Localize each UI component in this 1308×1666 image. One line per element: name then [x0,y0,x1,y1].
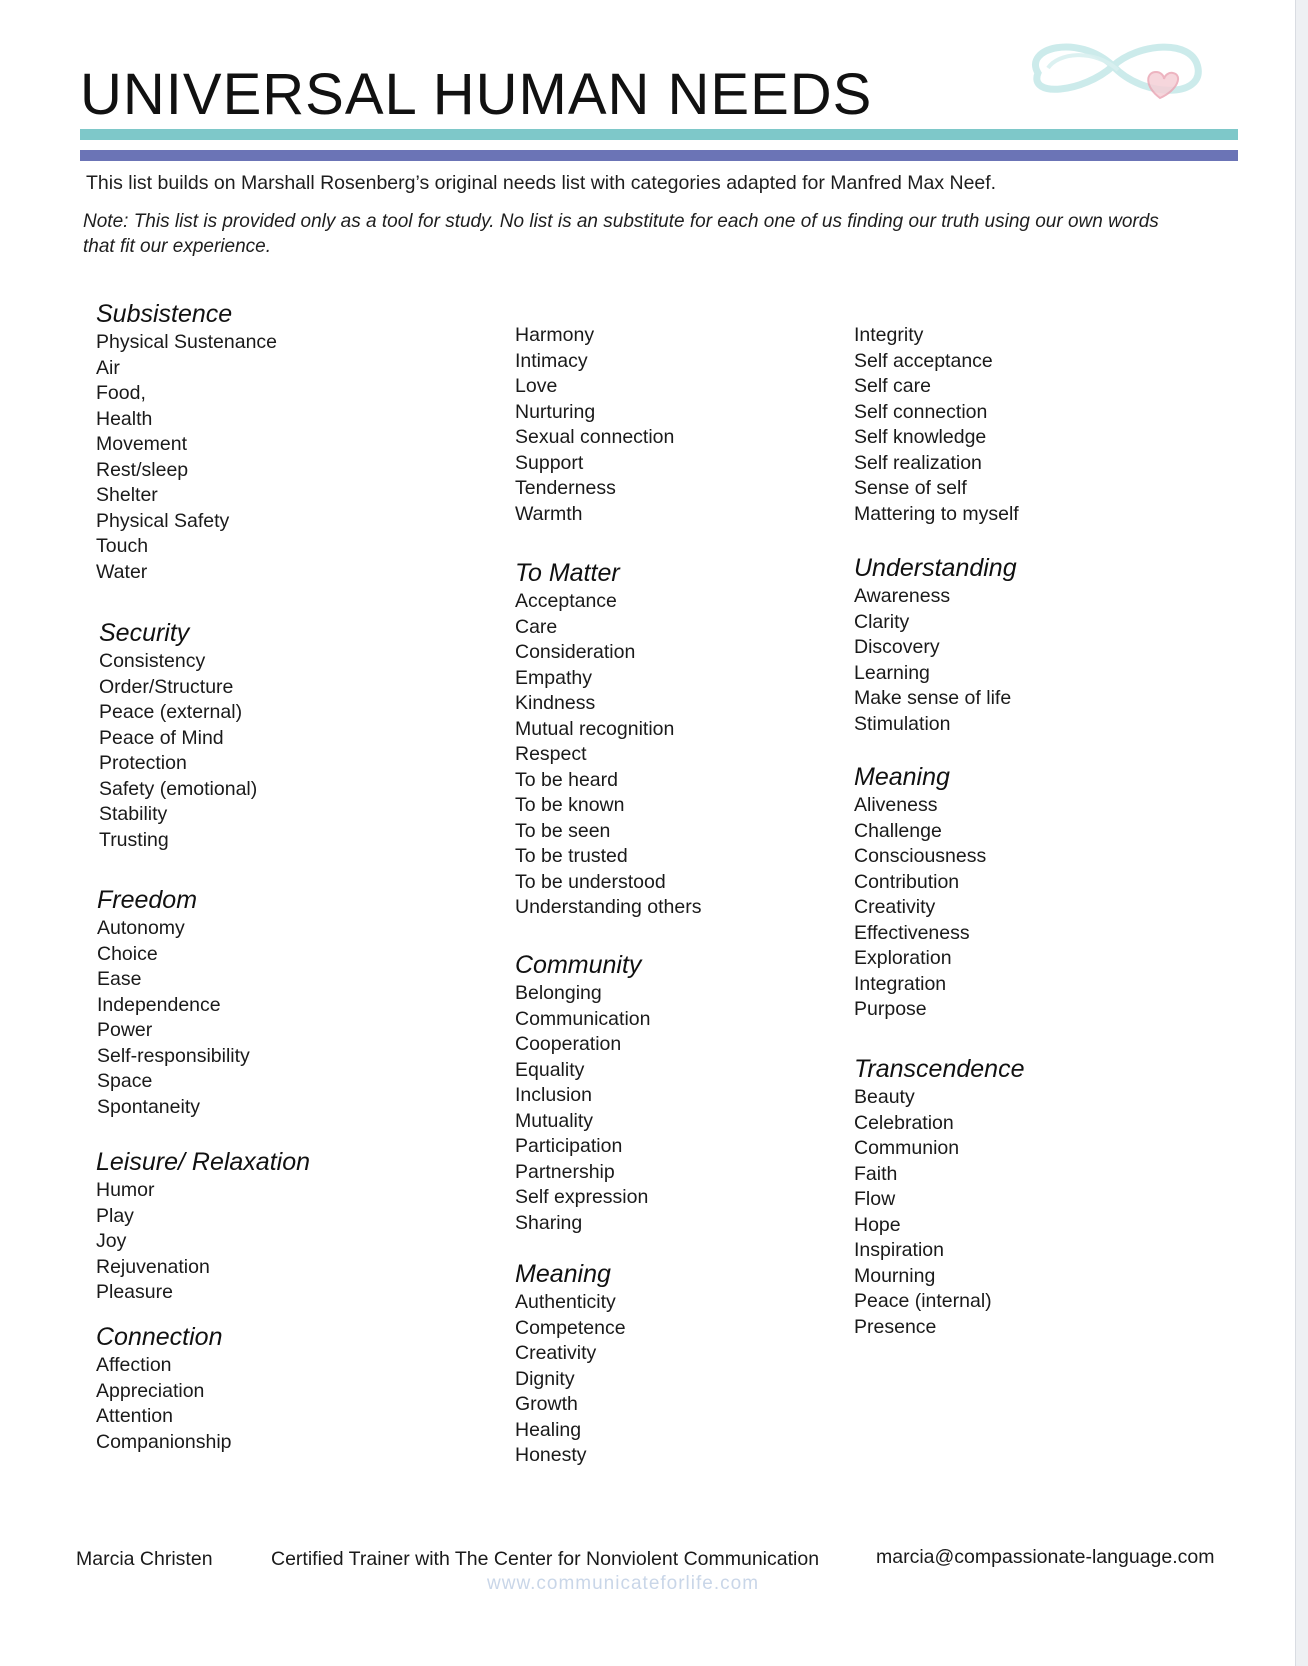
need-item: Humor [96,1179,155,1201]
need-item: Love [515,375,558,397]
section-meaning-continued [854,323,1019,527]
need-item: Physical Sustenance [96,331,278,353]
need-item: Touch [96,535,149,557]
needs-list [96,330,277,585]
need-item: Health [96,407,153,430]
need-item: Cooperation [515,1033,622,1055]
need-item: Contribution [854,870,960,893]
need-item: Effectiveness [854,921,970,944]
section-heading: To Matter [515,559,620,587]
need-item: Consideration [515,641,636,663]
need-item: Understanding others [515,896,702,918]
need-item: Exploration [854,947,952,969]
need-item: Food, [96,382,146,404]
need-item: Celebration [854,1111,954,1134]
needs-list [854,793,986,1023]
need-item: To be understood [515,870,666,893]
need-item: Kindness [515,692,596,714]
need-item: Play [96,1204,134,1227]
footer-email[interactable]: marcia@compassionate-language.com [876,1546,1215,1568]
need-item: Partnership [515,1160,615,1183]
need-item: Creativity [854,896,936,918]
need-item: Consistency [99,650,206,672]
need-item: Consciousness [854,845,987,867]
footer-website[interactable]: www.communicateforlife.com [487,1573,760,1594]
need-item: Stimulation [854,712,951,735]
needs-list [515,1290,626,1469]
section-heading: Security [99,619,190,647]
needs-list [96,1178,310,1306]
need-item: Ease [97,968,142,990]
need-item: Companionship [96,1430,232,1453]
needs-list [854,584,1017,737]
need-item: Physical Safety [96,509,230,532]
section-meaning [515,1258,626,1469]
need-item: Competence [515,1316,626,1339]
need-item: Sharing [515,1211,583,1234]
needs-list [99,649,257,853]
section-security [99,617,257,853]
need-item: Self realization [854,451,982,474]
need-item: Growth [515,1393,578,1415]
section-heading: Connection [96,1323,223,1351]
section-freedom [97,884,250,1120]
need-item: To be trusted [515,845,628,867]
need-item: Mourning [854,1264,936,1287]
need-item: Autonomy [97,917,185,939]
section-to-matter [515,557,701,921]
section-heading: Understanding [854,554,1017,582]
need-item: Acceptance [515,590,617,612]
need-item: Support [515,451,584,474]
intro-text: This list builds on Marshall Rosenberg’s original needs list with categories adapted for Manfred Max Neef. [86,172,997,194]
need-item: Dignity [515,1367,575,1390]
need-item: Integrity [854,324,924,346]
need-item: Choice [97,942,158,965]
need-item: Peace of Mind [99,726,224,749]
need-item: Affection [96,1354,172,1376]
need-item: To be known [515,794,625,816]
need-item: Aliveness [854,794,938,816]
need-item: Participation [515,1135,623,1157]
need-item: Stability [99,803,168,825]
need-item: Awareness [854,585,951,607]
section-subsistence [96,298,277,585]
need-item: Discovery [854,636,940,658]
page-edge [1295,0,1308,1666]
need-item: Make sense of life [854,687,1012,709]
section-connection [96,1321,232,1455]
need-item: Presence [854,1315,937,1338]
section-leisure [96,1146,310,1306]
need-item: Communication [515,1007,651,1030]
section-heading: Meaning [515,1260,611,1288]
need-item: To be seen [515,819,611,842]
need-item: Self-responsibility [97,1044,250,1067]
section-heading: Transcendence [854,1055,1025,1083]
need-item: Water [96,560,148,583]
infinity-heart-logo-icon [1018,28,1208,123]
need-item: Equality [515,1058,585,1081]
need-item: Mutuality [515,1109,594,1132]
blue-rule [80,150,1238,161]
need-item: Rest/sleep [96,458,189,481]
need-item: Belonging [515,982,602,1004]
teal-rule [80,129,1238,140]
section-community [515,949,650,1236]
need-item: Self acceptance [854,349,993,372]
need-item: Self care [854,375,931,397]
section-meaning-2 [854,761,986,1023]
need-item: Movement [96,433,188,455]
need-item: Purpose [854,998,927,1020]
need-item: Creativity [515,1342,597,1364]
need-item: Pleasure [96,1281,173,1303]
need-item: Learning [854,661,930,684]
need-item: Self connection [854,400,988,423]
section-connection-continued [515,323,674,527]
needs-list [854,323,1019,527]
need-item: Authenticity [515,1291,616,1313]
need-item: Air [96,356,120,379]
need-item: Faith [854,1162,898,1185]
section-heading: Subsistence [96,300,233,328]
need-item: Rejuvenation [96,1255,210,1278]
needs-list [96,1353,232,1455]
footer-certification: Certified Trainer with The Center for Nonviolent Communication [271,1548,820,1570]
need-item: Respect [515,743,587,765]
need-item: Nurturing [515,400,596,423]
need-item: To be heard [515,768,618,791]
need-item: Trusting [99,828,169,851]
need-item: Appreciation [96,1379,205,1402]
need-item: Healing [515,1418,582,1441]
need-item: Power [97,1019,153,1041]
need-item: Space [97,1070,153,1092]
need-item: Mutual recognition [515,717,675,740]
needs-list [97,916,250,1120]
need-item: Honesty [515,1444,587,1466]
need-item: Beauty [854,1086,915,1108]
need-item: Inspiration [854,1239,944,1261]
need-item: Warmth [515,502,583,525]
need-item: Hope [854,1213,901,1236]
footer-name: Marcia Christen [76,1548,213,1570]
needs-list [515,589,701,921]
need-item: Empathy [515,666,592,689]
need-item: Peace (internal) [854,1290,992,1312]
need-item: Independence [97,993,221,1016]
note-text: Note: This list is provided only as a tool for study. No list is an substitute for each one of us finding our truth using our own words that fit our experience. [83,211,1159,257]
need-item: Mattering to myself [854,502,1019,525]
section-transcendence [854,1053,1024,1340]
need-item: Safety (emotional) [99,777,258,800]
page-title: UNIVERSAL HUMAN NEEDS [80,62,873,127]
need-item: Care [515,615,558,638]
need-item: Self knowledge [854,426,987,448]
need-item: Peace (external) [99,701,243,723]
need-item: Order/Structure [99,675,234,698]
need-item: Clarity [854,610,910,633]
need-item: Sense of self [854,477,967,499]
need-item: Challenge [854,819,942,842]
need-item: Tenderness [515,477,616,499]
need-item: Shelter [96,484,158,506]
need-item: Attention [96,1405,173,1427]
need-item: Joy [96,1230,127,1252]
need-item: Harmony [515,324,595,346]
section-heading: Community [515,951,642,979]
needs-list [515,981,650,1236]
need-item: Inclusion [515,1084,592,1106]
need-item: Self expression [515,1186,649,1208]
need-item: Communion [854,1137,960,1159]
section-heading: Meaning [854,763,950,791]
needs-list [515,323,674,527]
need-item: Integration [854,972,947,995]
section-heading: Leisure/ Relaxation [96,1148,311,1176]
need-item: Sexual connection [515,426,675,448]
need-item: Flow [854,1188,896,1210]
need-item: Spontaneity [97,1095,200,1118]
section-understanding [854,552,1017,737]
need-item: Intimacy [515,349,588,372]
needs-list [854,1085,1024,1340]
section-heading: Freedom [97,886,198,914]
need-item: Protection [99,752,187,774]
